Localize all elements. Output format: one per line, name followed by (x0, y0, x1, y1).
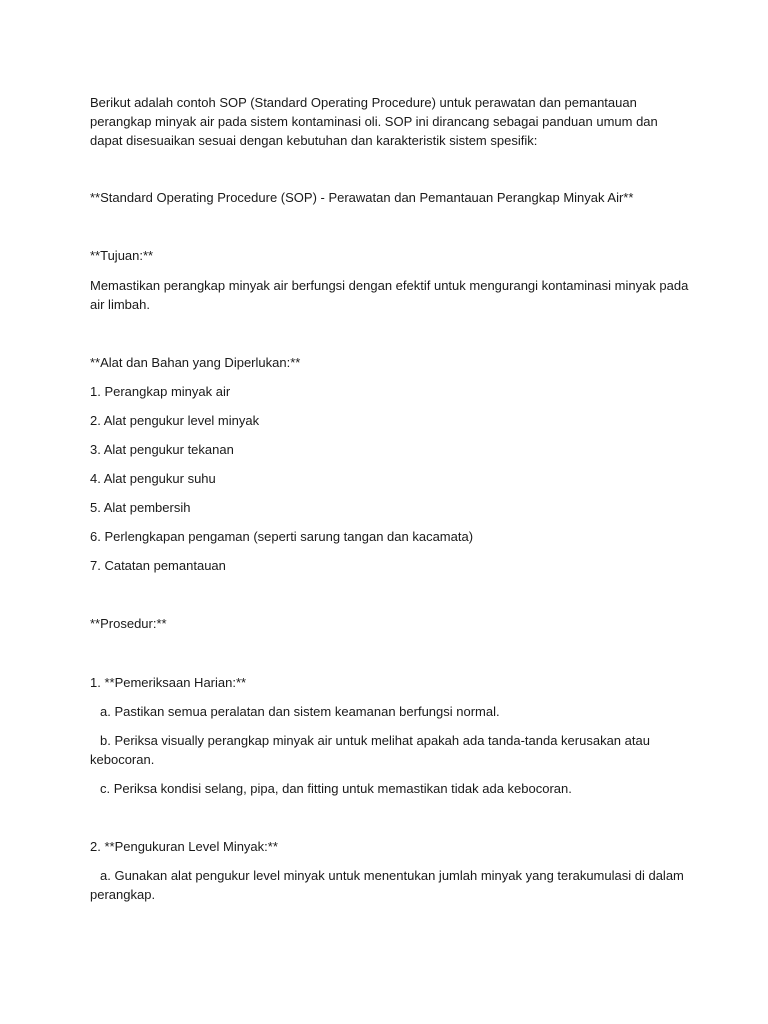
step-item: c. Periksa kondisi selang, pipa, dan fitting untuk memastikan tidak ada kebocoran. (100, 781, 572, 796)
list-item: 3. Alat pengukur tekanan (90, 442, 234, 457)
list-item: 6. Perlengkapan pengaman (seperti sarung tangan dan kacamata) (90, 529, 474, 544)
list-item: 4. Alat pengukur suhu (90, 471, 216, 486)
list-item: 2. Alat pengukur level minyak (90, 413, 260, 428)
document-title: **Standard Operating Procedure (SOP) - Perawatan dan Pemantauan Perangkap Minyak Air** (90, 190, 634, 205)
step-item: b. Periksa visually perangkap minyak air untuk melihat apakah ada tanda-tanda kerusakan atau kebocoran. (90, 733, 650, 767)
tujuan-paragraph: Memastikan perangkap minyak air berfungsi dengan efektif untuk mengurangi kontaminasi minyak pada air limbah. (90, 278, 689, 312)
step-item: a. Pastikan semua peralatan dan sistem keamanan berfungsi normal. (100, 704, 500, 719)
list-item: 5. Alat pembersih (90, 500, 191, 515)
step1-heading: 1. **Pemeriksaan Harian:** (90, 675, 247, 690)
list-item: 1. Perangkap minyak air (90, 384, 231, 399)
tujuan-heading: **Tujuan:** (90, 248, 154, 263)
alat-heading: **Alat dan Bahan yang Diperlukan:** (90, 355, 301, 370)
step2-heading: 2. **Pengukuran Level Minyak:** (90, 839, 278, 854)
list-item: 7. Catatan pemantauan (90, 558, 226, 573)
intro-paragraph: Berikut adalah contoh SOP (Standard Operating Procedure) untuk perawatan dan pemantauan perangkap minyak air pada sistem kontaminasi oli. SOP ini dirancang sebagai panduan umum dan dapat disesuaikan sesuai dengan kebutuhan dan karakteristik sistem spesifik: (90, 95, 658, 148)
step-item: a. Gunakan alat pengukur level minyak untuk menentukan jumlah minyak yang terakumulasi di dalam perangkap. (90, 868, 684, 902)
prosedur-heading: **Prosedur:** (90, 616, 167, 631)
